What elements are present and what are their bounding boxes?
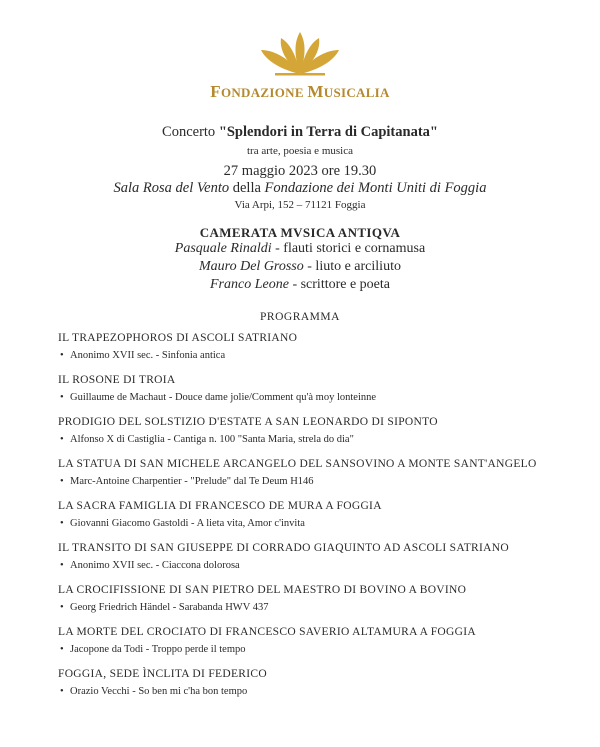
section-item: • Alfonso X di Castiglia - Cantiga n. 100 "Santa Maria, strela do dia"	[60, 431, 558, 449]
bullet-icon: •	[60, 560, 64, 571]
section-title: LA CROCIFISSIONE DI SAN PIETRO DEL MAESTRO DI BOVINO A BOVINO	[58, 584, 467, 596]
section-item: • Giovanni Giacomo Gastoldi - A lieta vita, Amor c'invita	[60, 515, 558, 533]
program-section	[58, 582, 558, 624]
concert-subtitle: tra arte, poesia e musica	[247, 145, 353, 157]
section-title: FOGGIA, SEDE ÌNCLITA DI FEDERICO	[58, 668, 267, 680]
bullet-icon: •	[60, 392, 64, 403]
section-item: • Guillaume de Machaut - Douce dame jolie/Comment qu'à moy lonteinne	[60, 389, 558, 407]
performer: Franco Leone - scrittore e poeta	[210, 277, 390, 292]
section-title: LA MORTE DEL CROCIATO DI FRANCESCO SAVERIO ALTAMURA A FOGGIA	[58, 626, 476, 638]
section-item: • Georg Friedrich Händel - Sarabanda HWV 437	[60, 599, 558, 617]
section-item: • Anonimo XVII sec. - Sinfonia antica	[60, 347, 558, 365]
ensemble-name: CAMERATA MVSICA ANTIQVA	[199, 225, 401, 240]
program-section	[58, 456, 558, 498]
bullet-icon: •	[60, 686, 64, 697]
section-title: LA STATUA DI SAN MICHELE ARCANGELO DEL SANSOVINO A MONTE SANT'ANGELO	[58, 458, 537, 470]
section-title: IL TRANSITO DI SAN GIUSEPPE DI CORRADO GIAQUINTO AD ASCOLI SATRIANO	[58, 542, 509, 554]
program-section	[58, 498, 558, 540]
program-section	[58, 372, 558, 414]
bullet-icon: •	[60, 350, 64, 361]
program-section	[58, 414, 558, 456]
performer: Mauro Del Grosso - liuto e arciliuto	[199, 259, 401, 274]
section-item: • Orazio Vecchi - So ben mi c'ha bon tempo	[60, 683, 558, 701]
section-title: IL TRAPEZOPHOROS DI ASCOLI SATRIANO	[58, 332, 298, 344]
bullet-icon: •	[60, 602, 64, 613]
bullet-icon: •	[60, 518, 64, 529]
program-section	[58, 540, 558, 582]
section-item: • Jacopone da Todi - Troppo perde il tempo	[60, 641, 558, 659]
fondazione-musicalia-logo	[255, 28, 345, 76]
brand-name: FONDAZIONE MUSICALIA	[210, 82, 390, 101]
section-title: PRODIGIO DEL SOLSTIZIO D'ESTATE A SAN LEONARDO DI SIPONTO	[58, 416, 438, 428]
section-title: LA SACRA FAMIGLIA DI FRANCESCO DE MURA A FOGGIA	[58, 500, 382, 512]
concert-title: Concerto "Splendori in Terra di Capitanata"	[162, 124, 438, 140]
programma-title: PROGRAMMA	[260, 311, 340, 323]
section-title: IL ROSONE DI TROIA	[58, 374, 176, 386]
performer: Pasquale Rinaldi - flauti storici e cornamusa	[174, 241, 426, 256]
programma-list	[58, 330, 558, 701]
program-section	[58, 624, 558, 666]
section-item: • Marc-Antoine Charpentier - "Prelude" dal Te Deum H146	[60, 473, 558, 491]
concert-date: 27 maggio 2023 ore 19.30	[223, 163, 377, 179]
venue-address: Via Arpi, 152 – 71121 Foggia	[234, 199, 366, 211]
program-section	[58, 330, 558, 372]
bullet-icon: •	[60, 476, 64, 487]
concert-venue: Sala Rosa del Vento della Fondazione dei Monti Uniti di Foggia	[113, 180, 487, 196]
bullet-icon: •	[60, 434, 64, 445]
bullet-icon: •	[60, 644, 64, 655]
section-item: • Anonimo XVII sec. - Ciaccona dolorosa	[60, 557, 558, 575]
program-section	[58, 666, 558, 701]
